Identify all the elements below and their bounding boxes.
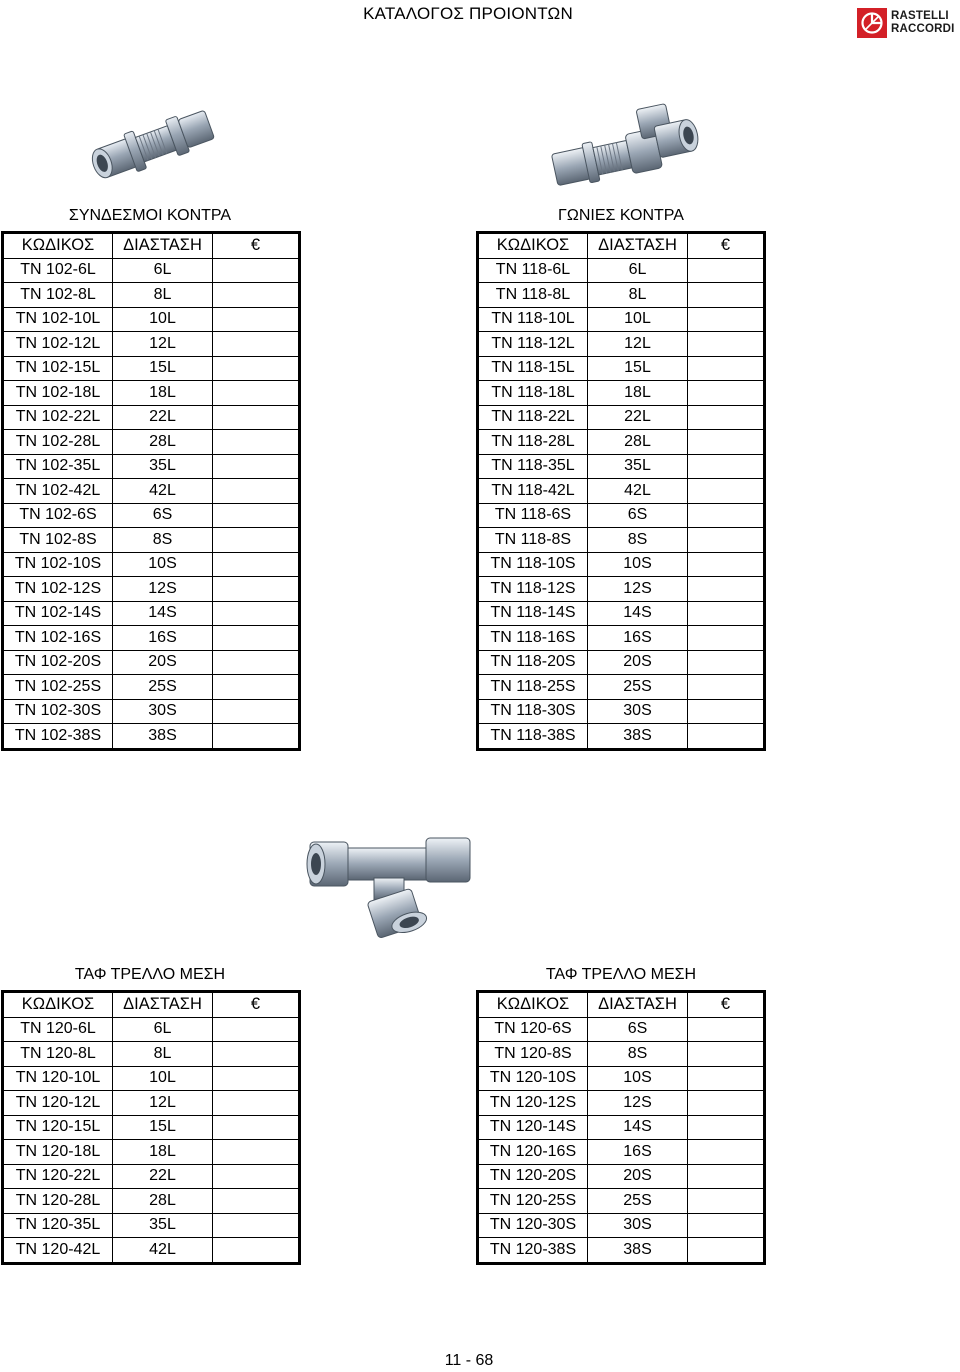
product-price-cell bbox=[688, 699, 765, 724]
product-size-cell: 22L bbox=[588, 405, 688, 430]
table-row bbox=[478, 283, 765, 308]
product-size-cell: 8L bbox=[588, 283, 688, 308]
product-code-cell: TN 120-42L bbox=[3, 1238, 113, 1264]
product-price-cell bbox=[213, 699, 300, 724]
product-size-cell: 8S bbox=[588, 1042, 688, 1067]
product-size-cell: 14S bbox=[588, 601, 688, 626]
product-size-cell: 16S bbox=[113, 626, 213, 651]
table-row bbox=[3, 650, 300, 675]
product-size-cell: 30S bbox=[588, 699, 688, 724]
table-header-row bbox=[478, 992, 765, 1018]
product-price-cell bbox=[688, 307, 765, 332]
table-row bbox=[478, 1140, 765, 1165]
product-code-cell: TN 120-6S bbox=[478, 1017, 588, 1042]
brand-name-line1: RASTELLI bbox=[891, 10, 949, 22]
product-code-cell: TN 120-20S bbox=[478, 1164, 588, 1189]
product-price-cell bbox=[213, 528, 300, 553]
product-code-cell: TN 102-12S bbox=[3, 577, 113, 602]
product-size-cell: 28L bbox=[113, 1189, 213, 1214]
product-size-cell: 10L bbox=[113, 1066, 213, 1091]
product-code-cell: TN 120-35L bbox=[3, 1213, 113, 1238]
table-row bbox=[478, 1213, 765, 1238]
product-price-cell bbox=[688, 1189, 765, 1214]
table-row bbox=[3, 479, 300, 504]
column-header-size: ΔΙΑΣΤΑΣΗ bbox=[113, 233, 213, 259]
product-code-cell: TN 118-25S bbox=[478, 675, 588, 700]
product-code-cell: TN 118-15L bbox=[478, 356, 588, 381]
product-code-cell: TN 118-42L bbox=[478, 479, 588, 504]
product-price-cell bbox=[688, 503, 765, 528]
product-price-cell bbox=[688, 356, 765, 381]
table-row bbox=[478, 332, 765, 357]
table-row bbox=[478, 479, 765, 504]
table-row bbox=[3, 724, 300, 750]
product-code-cell: TN 118-38S bbox=[478, 724, 588, 750]
product-price-cell bbox=[213, 283, 300, 308]
product-size-cell: 6L bbox=[588, 258, 688, 283]
product-size-cell: 35L bbox=[588, 454, 688, 479]
product-size-cell: 25S bbox=[588, 1189, 688, 1214]
product-size-cell: 20S bbox=[588, 1164, 688, 1189]
product-code-cell: TN 120-22L bbox=[3, 1164, 113, 1189]
product-size-cell: 12L bbox=[588, 332, 688, 357]
product-code-cell: TN 102-42L bbox=[3, 479, 113, 504]
table-row bbox=[478, 1091, 765, 1116]
product-code-cell: TN 120-12L bbox=[3, 1091, 113, 1116]
product-price-cell bbox=[213, 1042, 300, 1067]
product-size-cell: 38S bbox=[588, 724, 688, 750]
product-size-cell: 18L bbox=[588, 381, 688, 406]
product-code-cell: TN 118-14S bbox=[478, 601, 588, 626]
column-header-code: ΚΩΔΙΚΟΣ bbox=[3, 992, 113, 1018]
product-code-cell: TN 120-8L bbox=[3, 1042, 113, 1067]
product-size-cell: 42L bbox=[113, 1238, 213, 1264]
column-header-price: € bbox=[688, 233, 765, 259]
product-price-cell bbox=[688, 675, 765, 700]
product-size-cell: 30S bbox=[113, 699, 213, 724]
product-code-cell: TN 120-10S bbox=[478, 1066, 588, 1091]
table-row bbox=[3, 283, 300, 308]
product-price-cell bbox=[688, 1066, 765, 1091]
product-size-cell: 10S bbox=[113, 552, 213, 577]
product-price-cell bbox=[213, 1140, 300, 1165]
product-price-cell bbox=[213, 356, 300, 381]
product-code-cell: TN 118-6L bbox=[478, 258, 588, 283]
product-price-cell bbox=[688, 552, 765, 577]
table-row bbox=[3, 1238, 300, 1264]
brand-logo bbox=[857, 8, 957, 38]
table-row bbox=[3, 1017, 300, 1042]
product-size-cell: 28L bbox=[588, 430, 688, 455]
product-size-cell: 16S bbox=[588, 626, 688, 651]
product-size-cell: 14S bbox=[113, 601, 213, 626]
table-row bbox=[478, 1115, 765, 1140]
product-code-cell: TN 118-6S bbox=[478, 503, 588, 528]
product-price-cell bbox=[213, 650, 300, 675]
product-code-cell: TN 102-10L bbox=[3, 307, 113, 332]
product-price-cell bbox=[213, 675, 300, 700]
table-row bbox=[478, 381, 765, 406]
product-price-cell bbox=[688, 1091, 765, 1116]
column-header-code: ΚΩΔΙΚΟΣ bbox=[478, 992, 588, 1018]
product-size-cell: 28L bbox=[113, 430, 213, 455]
column-header-size: ΔΙΑΣΤΑΣΗ bbox=[588, 233, 688, 259]
table-row bbox=[478, 528, 765, 553]
page-number: 11 - 68 bbox=[444, 1352, 494, 1369]
table-row bbox=[478, 675, 765, 700]
table-row bbox=[478, 577, 765, 602]
table-header-row bbox=[478, 233, 765, 259]
product-size-cell: 38S bbox=[588, 1238, 688, 1264]
table-row bbox=[3, 626, 300, 651]
product-code-cell: TN 102-12L bbox=[3, 332, 113, 357]
product-price-cell bbox=[688, 528, 765, 553]
product-size-cell: 35L bbox=[113, 454, 213, 479]
section-title-tee-s: ΤΑΦ ΤΡΕΛΛΟ ΜΕΣΗ bbox=[545, 966, 697, 983]
table-row bbox=[3, 454, 300, 479]
product-code-cell: TN 118-12S bbox=[478, 577, 588, 602]
product-code-cell: TN 118-8L bbox=[478, 283, 588, 308]
product-price-cell bbox=[213, 1189, 300, 1214]
product-price-cell bbox=[213, 405, 300, 430]
product-size-cell: 12S bbox=[588, 1091, 688, 1116]
product-code-cell: TN 102-8S bbox=[3, 528, 113, 553]
product-price-cell bbox=[213, 552, 300, 577]
table-row bbox=[3, 1189, 300, 1214]
product-price-cell bbox=[213, 307, 300, 332]
product-size-cell: 8L bbox=[113, 283, 213, 308]
table-row bbox=[3, 503, 300, 528]
product-price-cell bbox=[688, 381, 765, 406]
product-price-cell bbox=[213, 1213, 300, 1238]
product-size-cell: 15L bbox=[588, 356, 688, 381]
table-row bbox=[478, 1017, 765, 1042]
section-title-elbow: ΓΩΝΙΕΣ ΚΟΝΤΡΑ bbox=[558, 207, 684, 224]
table-row bbox=[3, 381, 300, 406]
product-table-tee-s bbox=[476, 990, 766, 1265]
product-size-cell: 15L bbox=[113, 356, 213, 381]
product-code-cell: TN 102-28L bbox=[3, 430, 113, 455]
table-row bbox=[3, 552, 300, 577]
product-price-cell bbox=[688, 1140, 765, 1165]
product-size-cell: 22L bbox=[113, 1164, 213, 1189]
table-row bbox=[478, 552, 765, 577]
brand-logo-icon bbox=[857, 8, 887, 38]
product-code-cell: TN 102-10S bbox=[3, 552, 113, 577]
product-code-cell: TN 102-18L bbox=[3, 381, 113, 406]
table-row bbox=[3, 675, 300, 700]
section-title-tee-l: ΤΑΦ ΤΡΕΛΛΟ ΜΕΣΗ bbox=[74, 966, 226, 983]
product-table-straight bbox=[1, 231, 301, 751]
product-code-cell: TN 120-15L bbox=[3, 1115, 113, 1140]
product-size-cell: 6S bbox=[113, 503, 213, 528]
table-row bbox=[478, 1164, 765, 1189]
product-size-cell: 6L bbox=[113, 1017, 213, 1042]
product-code-cell: TN 120-28L bbox=[3, 1189, 113, 1214]
product-size-cell: 10L bbox=[113, 307, 213, 332]
product-price-cell bbox=[688, 405, 765, 430]
table-row bbox=[478, 626, 765, 651]
table-row bbox=[3, 699, 300, 724]
table-row bbox=[478, 699, 765, 724]
table-row bbox=[478, 1189, 765, 1214]
product-size-cell: 6S bbox=[588, 1017, 688, 1042]
product-size-cell: 8S bbox=[113, 528, 213, 553]
product-table-elbow bbox=[476, 231, 766, 751]
table-row bbox=[478, 258, 765, 283]
product-price-cell bbox=[213, 503, 300, 528]
product-size-cell: 12L bbox=[113, 1091, 213, 1116]
product-code-cell: TN 118-35L bbox=[478, 454, 588, 479]
product-price-cell bbox=[213, 577, 300, 602]
table-row bbox=[478, 405, 765, 430]
table-row bbox=[3, 528, 300, 553]
product-size-cell: 15L bbox=[113, 1115, 213, 1140]
table-row bbox=[478, 454, 765, 479]
product-price-cell bbox=[213, 724, 300, 750]
table-row bbox=[3, 307, 300, 332]
product-code-cell: TN 120-25S bbox=[478, 1189, 588, 1214]
product-size-cell: 38S bbox=[113, 724, 213, 750]
product-size-cell: 18L bbox=[113, 381, 213, 406]
product-size-cell: 12S bbox=[113, 577, 213, 602]
product-code-cell: TN 118-12L bbox=[478, 332, 588, 357]
product-price-cell bbox=[688, 1115, 765, 1140]
product-code-cell: TN 118-20S bbox=[478, 650, 588, 675]
product-code-cell: TN 120-38S bbox=[478, 1238, 588, 1264]
product-size-cell: 8S bbox=[588, 528, 688, 553]
product-size-cell: 22L bbox=[113, 405, 213, 430]
product-price-cell bbox=[688, 601, 765, 626]
product-price-cell bbox=[688, 258, 765, 283]
product-price-cell bbox=[688, 650, 765, 675]
product-price-cell bbox=[213, 258, 300, 283]
product-size-cell: 20S bbox=[588, 650, 688, 675]
product-code-cell: TN 120-30S bbox=[478, 1213, 588, 1238]
product-size-cell: 10S bbox=[588, 552, 688, 577]
product-size-cell: 42L bbox=[113, 479, 213, 504]
table-row bbox=[478, 430, 765, 455]
product-code-cell: TN 120-14S bbox=[478, 1115, 588, 1140]
table-row bbox=[478, 650, 765, 675]
product-price-cell bbox=[688, 1017, 765, 1042]
product-size-cell: 12L bbox=[113, 332, 213, 357]
product-size-cell: 18L bbox=[113, 1140, 213, 1165]
table-row bbox=[3, 332, 300, 357]
table-row bbox=[478, 356, 765, 381]
table-row bbox=[3, 356, 300, 381]
product-code-cell: TN 118-16S bbox=[478, 626, 588, 651]
table-row bbox=[478, 1042, 765, 1067]
product-code-cell: TN 102-14S bbox=[3, 601, 113, 626]
product-code-cell: TN 118-30S bbox=[478, 699, 588, 724]
product-code-cell: TN 120-16S bbox=[478, 1140, 588, 1165]
product-code-cell: TN 102-22L bbox=[3, 405, 113, 430]
product-size-cell: 30S bbox=[588, 1213, 688, 1238]
product-table-tee-l bbox=[1, 990, 301, 1265]
product-price-cell bbox=[688, 454, 765, 479]
product-price-cell bbox=[688, 626, 765, 651]
product-code-cell: TN 102-6S bbox=[3, 503, 113, 528]
column-header-size: ΔΙΑΣΤΑΣΗ bbox=[113, 992, 213, 1018]
product-price-cell bbox=[688, 430, 765, 455]
product-price-cell bbox=[688, 724, 765, 750]
product-size-cell: 6L bbox=[113, 258, 213, 283]
table-row bbox=[478, 1066, 765, 1091]
product-code-cell: TN 102-6L bbox=[3, 258, 113, 283]
product-price-cell bbox=[213, 1115, 300, 1140]
table-row bbox=[478, 601, 765, 626]
column-header-price: € bbox=[213, 992, 300, 1018]
product-price-cell bbox=[213, 1091, 300, 1116]
product-price-cell bbox=[213, 479, 300, 504]
product-code-cell: TN 118-10S bbox=[478, 552, 588, 577]
product-price-cell bbox=[213, 1238, 300, 1264]
table-row bbox=[3, 405, 300, 430]
page-title: ΚΑΤΑΛΟΓΟΣ ΠΡΟΙΟΝΤΩΝ bbox=[363, 4, 573, 23]
column-header-size: ΔΙΑΣΤΑΣΗ bbox=[588, 992, 688, 1018]
table-row bbox=[3, 430, 300, 455]
product-size-cell: 10S bbox=[588, 1066, 688, 1091]
table-row bbox=[478, 307, 765, 332]
product-price-cell bbox=[688, 577, 765, 602]
product-code-cell: TN 118-18L bbox=[478, 381, 588, 406]
table-row bbox=[3, 1140, 300, 1165]
product-price-cell bbox=[688, 1164, 765, 1189]
product-price-cell bbox=[213, 381, 300, 406]
product-price-cell bbox=[213, 626, 300, 651]
product-size-cell: 8L bbox=[113, 1042, 213, 1067]
product-size-cell: 25S bbox=[588, 675, 688, 700]
product-code-cell: TN 102-30S bbox=[3, 699, 113, 724]
product-code-cell: TN 102-20S bbox=[3, 650, 113, 675]
brand-name-line2: RACCORDI bbox=[891, 23, 955, 35]
product-price-cell bbox=[213, 1164, 300, 1189]
table-row bbox=[478, 503, 765, 528]
section-title-straight: ΣΥΝΔΕΣΜΟΙ ΚΟΝΤΡΑ bbox=[68, 207, 232, 224]
product-code-cell: TN 120-10L bbox=[3, 1066, 113, 1091]
product-price-cell bbox=[688, 283, 765, 308]
table-row bbox=[3, 601, 300, 626]
table-header-row bbox=[3, 992, 300, 1018]
tee-union-image bbox=[304, 832, 474, 940]
product-price-cell bbox=[688, 1042, 765, 1067]
product-price-cell bbox=[688, 332, 765, 357]
table-row bbox=[478, 1238, 765, 1264]
table-row bbox=[3, 1164, 300, 1189]
table-header-row bbox=[3, 233, 300, 259]
product-code-cell: TN 102-25S bbox=[3, 675, 113, 700]
product-size-cell: 35L bbox=[113, 1213, 213, 1238]
column-header-price: € bbox=[213, 233, 300, 259]
product-price-cell bbox=[688, 1238, 765, 1264]
table-row bbox=[3, 1115, 300, 1140]
straight-union-image bbox=[82, 92, 222, 192]
product-code-cell: TN 102-15L bbox=[3, 356, 113, 381]
table-row bbox=[3, 577, 300, 602]
product-code-cell: TN 102-35L bbox=[3, 454, 113, 479]
product-price-cell bbox=[213, 1017, 300, 1042]
table-row bbox=[3, 1042, 300, 1067]
product-code-cell: TN 118-22L bbox=[478, 405, 588, 430]
product-size-cell: 25S bbox=[113, 675, 213, 700]
product-price-cell bbox=[213, 430, 300, 455]
elbow-union-image bbox=[540, 100, 710, 195]
table-row bbox=[478, 724, 765, 750]
column-header-code: ΚΩΔΙΚΟΣ bbox=[478, 233, 588, 259]
product-code-cell: TN 120-18L bbox=[3, 1140, 113, 1165]
product-code-cell: TN 118-10L bbox=[478, 307, 588, 332]
table-row bbox=[3, 1213, 300, 1238]
product-size-cell: 20S bbox=[113, 650, 213, 675]
product-code-cell: TN 120-8S bbox=[478, 1042, 588, 1067]
product-size-cell: 12S bbox=[588, 577, 688, 602]
table-row bbox=[3, 258, 300, 283]
product-size-cell: 6S bbox=[588, 503, 688, 528]
product-code-cell: TN 102-16S bbox=[3, 626, 113, 651]
product-price-cell bbox=[688, 479, 765, 504]
product-code-cell: TN 102-38S bbox=[3, 724, 113, 750]
column-header-price: € bbox=[688, 992, 765, 1018]
product-code-cell: TN 120-12S bbox=[478, 1091, 588, 1116]
brand-name bbox=[891, 10, 955, 36]
product-size-cell: 10L bbox=[588, 307, 688, 332]
product-size-cell: 16S bbox=[588, 1140, 688, 1165]
product-price-cell bbox=[213, 1066, 300, 1091]
product-code-cell: TN 118-8S bbox=[478, 528, 588, 553]
column-header-code: ΚΩΔΙΚΟΣ bbox=[3, 233, 113, 259]
table-row bbox=[3, 1091, 300, 1116]
product-code-cell: TN 118-28L bbox=[478, 430, 588, 455]
product-size-cell: 14S bbox=[588, 1115, 688, 1140]
product-price-cell bbox=[213, 601, 300, 626]
product-price-cell bbox=[688, 1213, 765, 1238]
product-code-cell: TN 120-6L bbox=[3, 1017, 113, 1042]
product-code-cell: TN 102-8L bbox=[3, 283, 113, 308]
product-price-cell bbox=[213, 332, 300, 357]
table-row bbox=[3, 1066, 300, 1091]
product-size-cell: 42L bbox=[588, 479, 688, 504]
product-price-cell bbox=[213, 454, 300, 479]
